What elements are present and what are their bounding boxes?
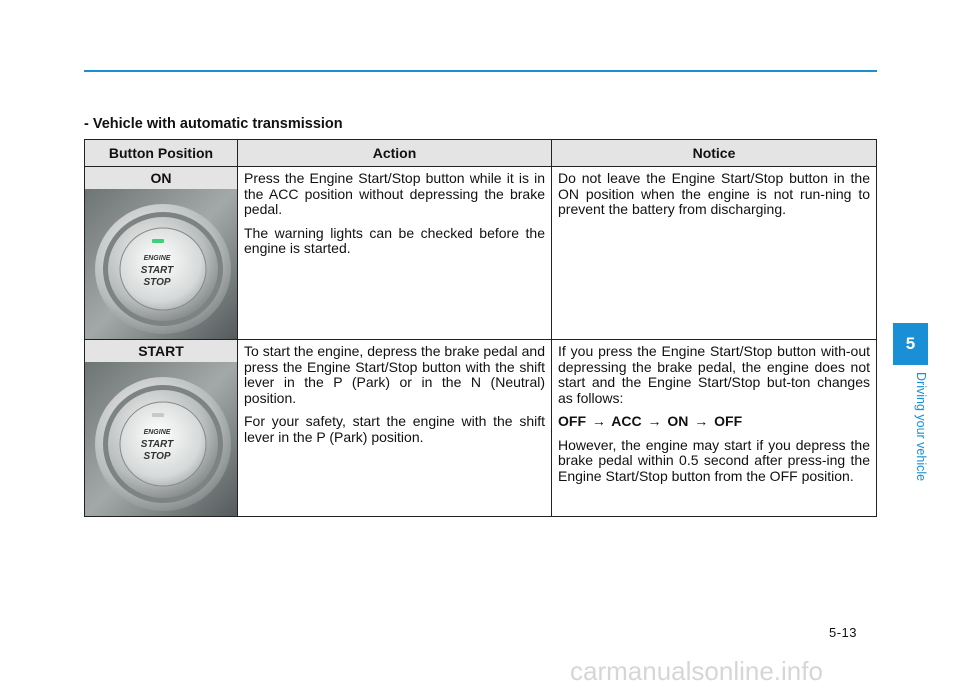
position-cell-on — [85, 167, 238, 340]
button-state-sequence — [558, 414, 870, 430]
action-cell-start — [238, 340, 552, 517]
chapter-title: Driving your vehicle — [914, 372, 928, 482]
state-off: OFF — [558, 413, 586, 429]
button-position-table — [84, 139, 877, 517]
state-acc: ACC — [611, 413, 642, 429]
indicator-light-start — [152, 413, 164, 417]
svg-text:STOP: STOP — [143, 451, 171, 462]
position-label-on: ON — [85, 167, 237, 189]
notice-text: Do not leave the Engine Start/Stop button in the ON position when the engine is not run-ning to prevent the battery from discharging. — [558, 170, 870, 217]
column-header-notice: Notice — [552, 140, 877, 167]
action-text: The warning lights can be checked before the engine is started. — [244, 224, 545, 256]
svg-text:ENGINE: ENGINE — [143, 429, 171, 436]
action-text: Press the Engine Start/Stop button while it is in the ACC position without depressing the brake pedal. — [244, 170, 545, 217]
table-row-start — [85, 340, 877, 517]
section-subtitle: - Vehicle with automatic transmission — [84, 116, 343, 132]
arrow-right-icon: → — [694, 413, 709, 429]
position-cell-start — [85, 340, 238, 517]
watermark: carmanualsonline.info — [570, 656, 823, 686]
header-rule — [84, 70, 877, 72]
svg-text:START: START — [140, 439, 174, 450]
page-number: 5-13 — [829, 625, 858, 640]
action-text: To start the engine, depress the brake pedal and press the Engine Start/Stop button with the shift lever in the P (Park) or in the N (Neutral) position. — [244, 343, 545, 406]
action-cell-on — [238, 167, 552, 340]
arrow-right-icon: → — [591, 413, 606, 429]
notice-text: However, the engine may start if you depress the brake pedal within 0.5 second after press-ing the Engine Start/Stop button from the OFF position. — [558, 436, 870, 484]
position-label-start: START — [85, 340, 237, 362]
state-off: OFF — [714, 413, 743, 429]
svg-text:ENGINE: ENGINE — [143, 255, 171, 262]
svg-text:START: START — [140, 265, 174, 276]
column-header-position: Button Position — [85, 140, 238, 167]
table-row-on — [85, 167, 877, 340]
table-header-row — [85, 140, 877, 167]
notice-cell-start — [552, 340, 877, 517]
arrow-right-icon: → — [647, 413, 662, 429]
state-on: ON — [667, 413, 689, 429]
column-header-action: Action — [238, 140, 552, 167]
notice-text: If you press the Engine Start/Stop button with-out depressing the brake pedal, the engine does not start and the Engine Start/Stop but-ton changes as follows: — [558, 343, 870, 406]
indicator-light-on — [152, 239, 164, 243]
action-text: For your safety, start the engine with the shift lever in the P (Park) position. — [244, 413, 545, 445]
chapter-number-tab: 5 — [893, 323, 928, 365]
svg-text:STOP: STOP — [143, 277, 171, 288]
engine-start-stop-button-image-start — [85, 362, 237, 516]
engine-start-stop-button-image-on — [85, 189, 237, 339]
notice-cell-on — [552, 167, 877, 340]
